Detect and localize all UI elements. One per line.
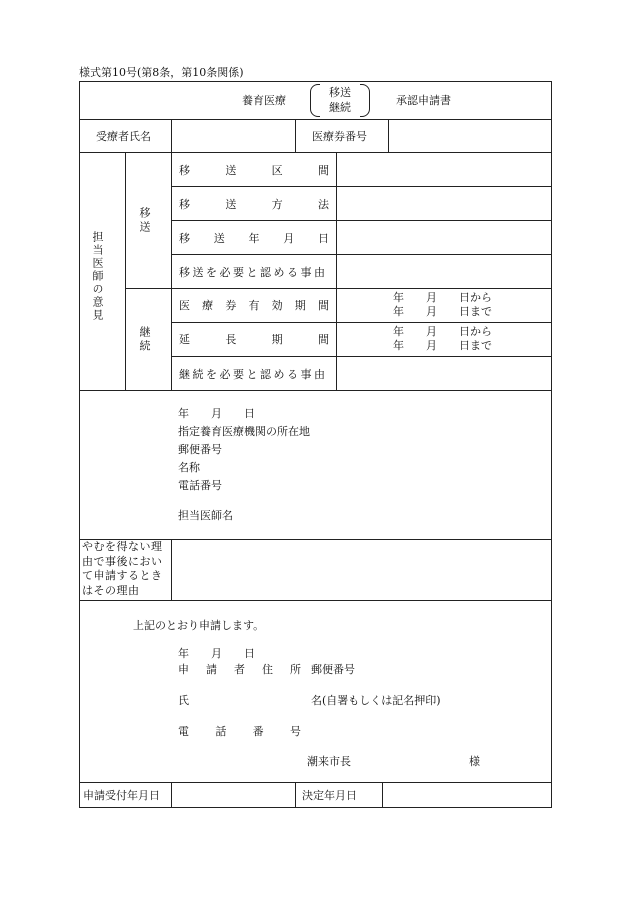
ticket-number-field[interactable] [389,120,551,152]
late-reason-field[interactable] [172,540,551,600]
received-date-field[interactable] [172,783,294,807]
applicant-postal-label: 郵便番号 [311,663,355,676]
institution-phone-label: 電話番号 [178,479,222,492]
late-reason-label: やむを得ない理由で事後において申請するときはその理由 [82,540,163,597]
ticket-validity-row-label: 医 療 券 有 効 期 間 [179,299,329,312]
transfer-section-field[interactable] [337,153,551,186]
transfer-reason-field[interactable] [337,255,551,288]
institution-postal-label: 郵便番号 [178,443,222,456]
title-option-continuation: 継続 [329,101,351,114]
extension-row-label: 延 長 期 間 [179,333,329,346]
ticket-validity-from[interactable]: 年 月 日から [393,291,492,304]
transfer-group-label: 移送 [138,207,151,235]
institution-doctor-label: 担当医師名 [178,509,233,522]
continuation-reason-field[interactable] [337,357,551,390]
form-number: 様式第10号(第8条，第10条関係) [79,66,244,79]
decision-date-label: 決定年月日 [302,789,357,802]
institution-address-label: 指定養育医療機関の所在地 [178,425,310,438]
title-option-transfer: 移送 [329,86,351,99]
ticket-validity-to[interactable]: 年 月 日まで [393,305,492,318]
applicant-name-right: 名(自署もしくは記名押印) [311,694,441,707]
declaration-statement: 上記のとおり申請します。 [133,619,265,632]
transfer-method-field[interactable] [337,187,551,220]
ticket-number-label: 医療券番号 [312,130,367,143]
continuation-reason-label: 継続を必要と認める事由 [179,368,328,381]
doctor-opinion-label: 担当医師の意見 [91,231,104,322]
transfer-section-row-label: 移 送 区 間 [179,164,329,177]
institution-name-label: 名称 [178,461,200,474]
received-date-label: 申請受付年月日 [83,789,160,802]
extension-to[interactable]: 年 月 日まで [393,339,492,352]
applicant-phone-row-label: 電 話 番 号 [178,725,301,738]
declaration-date[interactable]: 年 月 日 [178,647,255,660]
title-suffix: 承認申請書 [396,94,451,107]
transfer-method-row-label: 移 送 方 法 [179,198,329,211]
transfer-reason-label: 移送を必要と認める事由 [179,266,328,279]
institution-date[interactable]: 年 月 日 [178,407,255,420]
continuation-group-label: 継続 [138,326,151,354]
application-form [79,81,552,808]
extension-from[interactable]: 年 月 日から [393,325,492,338]
addressee: 潮来市長 [307,755,351,768]
addressee-honorific: 様 [469,755,480,768]
transfer-date-row-label: 移 送 年 月 日 [179,232,329,245]
patient-name-field[interactable] [172,120,294,152]
transfer-date-field[interactable] [337,221,551,254]
decision-date-field[interactable] [383,783,551,807]
applicant-name-left: 氏 [178,694,189,707]
patient-name-label: 受療者氏名 [96,130,151,143]
applicant-address-row-label: 申 請 者 住 所 [178,663,301,676]
title-prefix: 養育医療 [242,94,286,107]
